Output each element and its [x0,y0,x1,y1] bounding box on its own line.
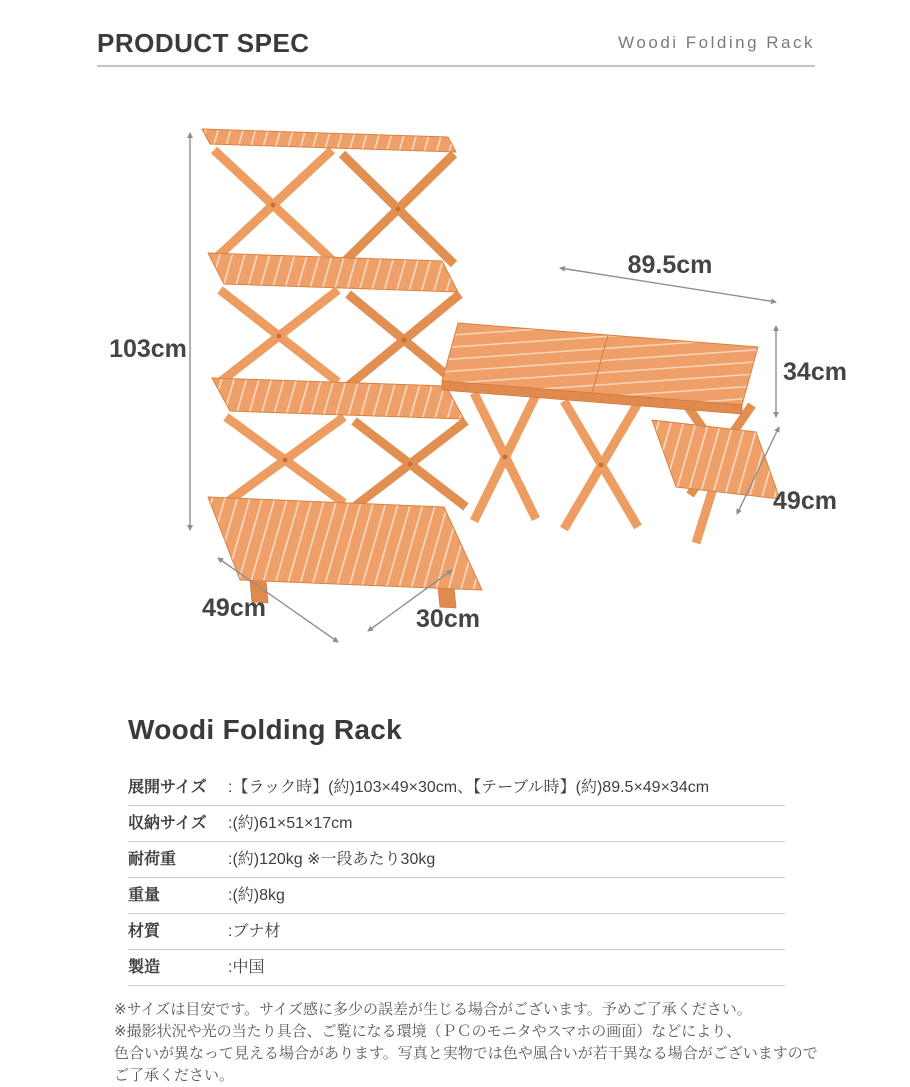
rack-height-dimension [109,133,190,530]
spec-value: :(約)120kg ※一段あたり30kg [228,851,436,868]
header-product-name: Woodi Folding Rack [618,33,815,52]
spec-value: :【ラック時】(約)103×49×30cm、【テーブル時】(約)89.5×49×34cm [228,779,710,796]
spec-label: 重量 [128,887,161,904]
product-title: Woodi Folding Rack [128,714,402,745]
spec-label: 収納サイズ [128,815,207,832]
spec-label: 製造 [128,959,161,976]
spec-row [128,806,785,842]
page-title: PRODUCT SPEC [97,28,310,58]
rack-height-label: 103cm [109,335,187,363]
footer-notes [114,999,824,1087]
rack-width-label: 30cm [416,605,480,633]
header-divider [97,65,815,67]
spec-row [128,914,785,950]
table-width-dimension [560,251,776,302]
product-figure [90,95,880,660]
note-line: 色合いが異なって見える場合があります。写真と実物では色や風合いが若干異なる場合がございますのでご了承ください。 [114,1045,818,1084]
spec-value: :(約)8kg [228,887,285,904]
spec-row [128,770,785,806]
note-line: ※サイズは目安です。サイズ感に多少の誤差が生じる場合がございます。予めご了承ください。 [114,1001,752,1018]
spec-label: 材質 [128,923,161,940]
rack-illustration [202,129,482,608]
spec-value: :中国 [228,959,265,976]
spec-value: :ブナ材 [228,923,281,940]
table-height-label: 34cm [783,358,847,386]
spec-label: 耐荷重 [128,851,177,868]
spec-table [128,770,785,986]
rack-depth-label: 49cm [202,594,266,622]
table-illustration [442,323,780,543]
spec-value: :(約)61×51×17cm [228,815,353,832]
table-depth-label: 49cm [773,487,837,515]
spec-label: 展開サイズ [128,779,207,796]
spec-row [128,878,785,914]
note-line: ※撮影状況や光の当たり具合、ご覧になる環境（ＰＣのモニタやスマホの画面）などにより、 [114,1023,742,1040]
table-width-label: 89.5cm [627,251,713,279]
table-height-dimension [776,326,847,417]
spec-row [128,950,785,986]
spec-row [128,842,785,878]
